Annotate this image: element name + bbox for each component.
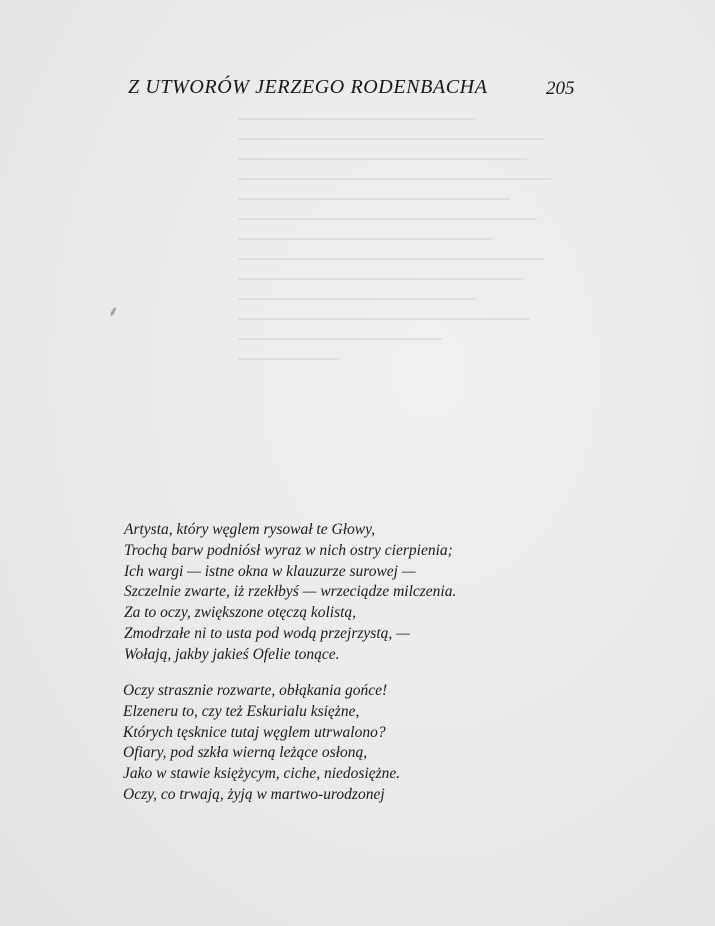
verse-line: Artysta, który węglem rysował te Głowy, [124,521,375,538]
running-head-title: Z UTWORÓW JERZEGO RODENBACHA [128,76,488,98]
verse-line: Trochą barw podniósł wyraz w nich ostry cierpienia; [124,541,453,559]
poem-stanza-2 [123,681,400,806]
page-number: 205 [546,78,575,99]
verse-line: Których tęsknice tutaj węglem utrwalono? [123,723,386,741]
verse-line: Szczelnie zwarte, iż rzekłbyś — wrzeciądze milczenia. [124,583,457,601]
verse-line: Oczy strasznie rozwarte, obłąkania gońce! [123,682,388,699]
verse-line: Elzeneru to, czy też Eskurialu księżne, [123,702,360,720]
verse-line: Oczy, co trwają, żyją w martwo-urodzonej [123,785,385,803]
bleed-through-text [238,118,578,498]
ink-blemish: ⸙ [108,304,119,320]
poem-stanza-1 [124,520,456,666]
verse-line: Ich wargi — istne okna w klauzurze surowej — [124,562,416,580]
verse-line: Zmodrzałe ni to usta pod wodą przejrzystą, — [124,624,410,642]
verse-line: Ofiary, pod szkła wierną leżące osłoną, [123,744,368,762]
verse-line: Jako w stawie księżycym, ciche, niedosiężne. [123,765,401,783]
verse-line: Za to oczy, zwiększone otęczą kolistą, [124,604,357,622]
verse-line: Wołają, jakby jakieś Ofelie tonące. [124,645,340,663]
